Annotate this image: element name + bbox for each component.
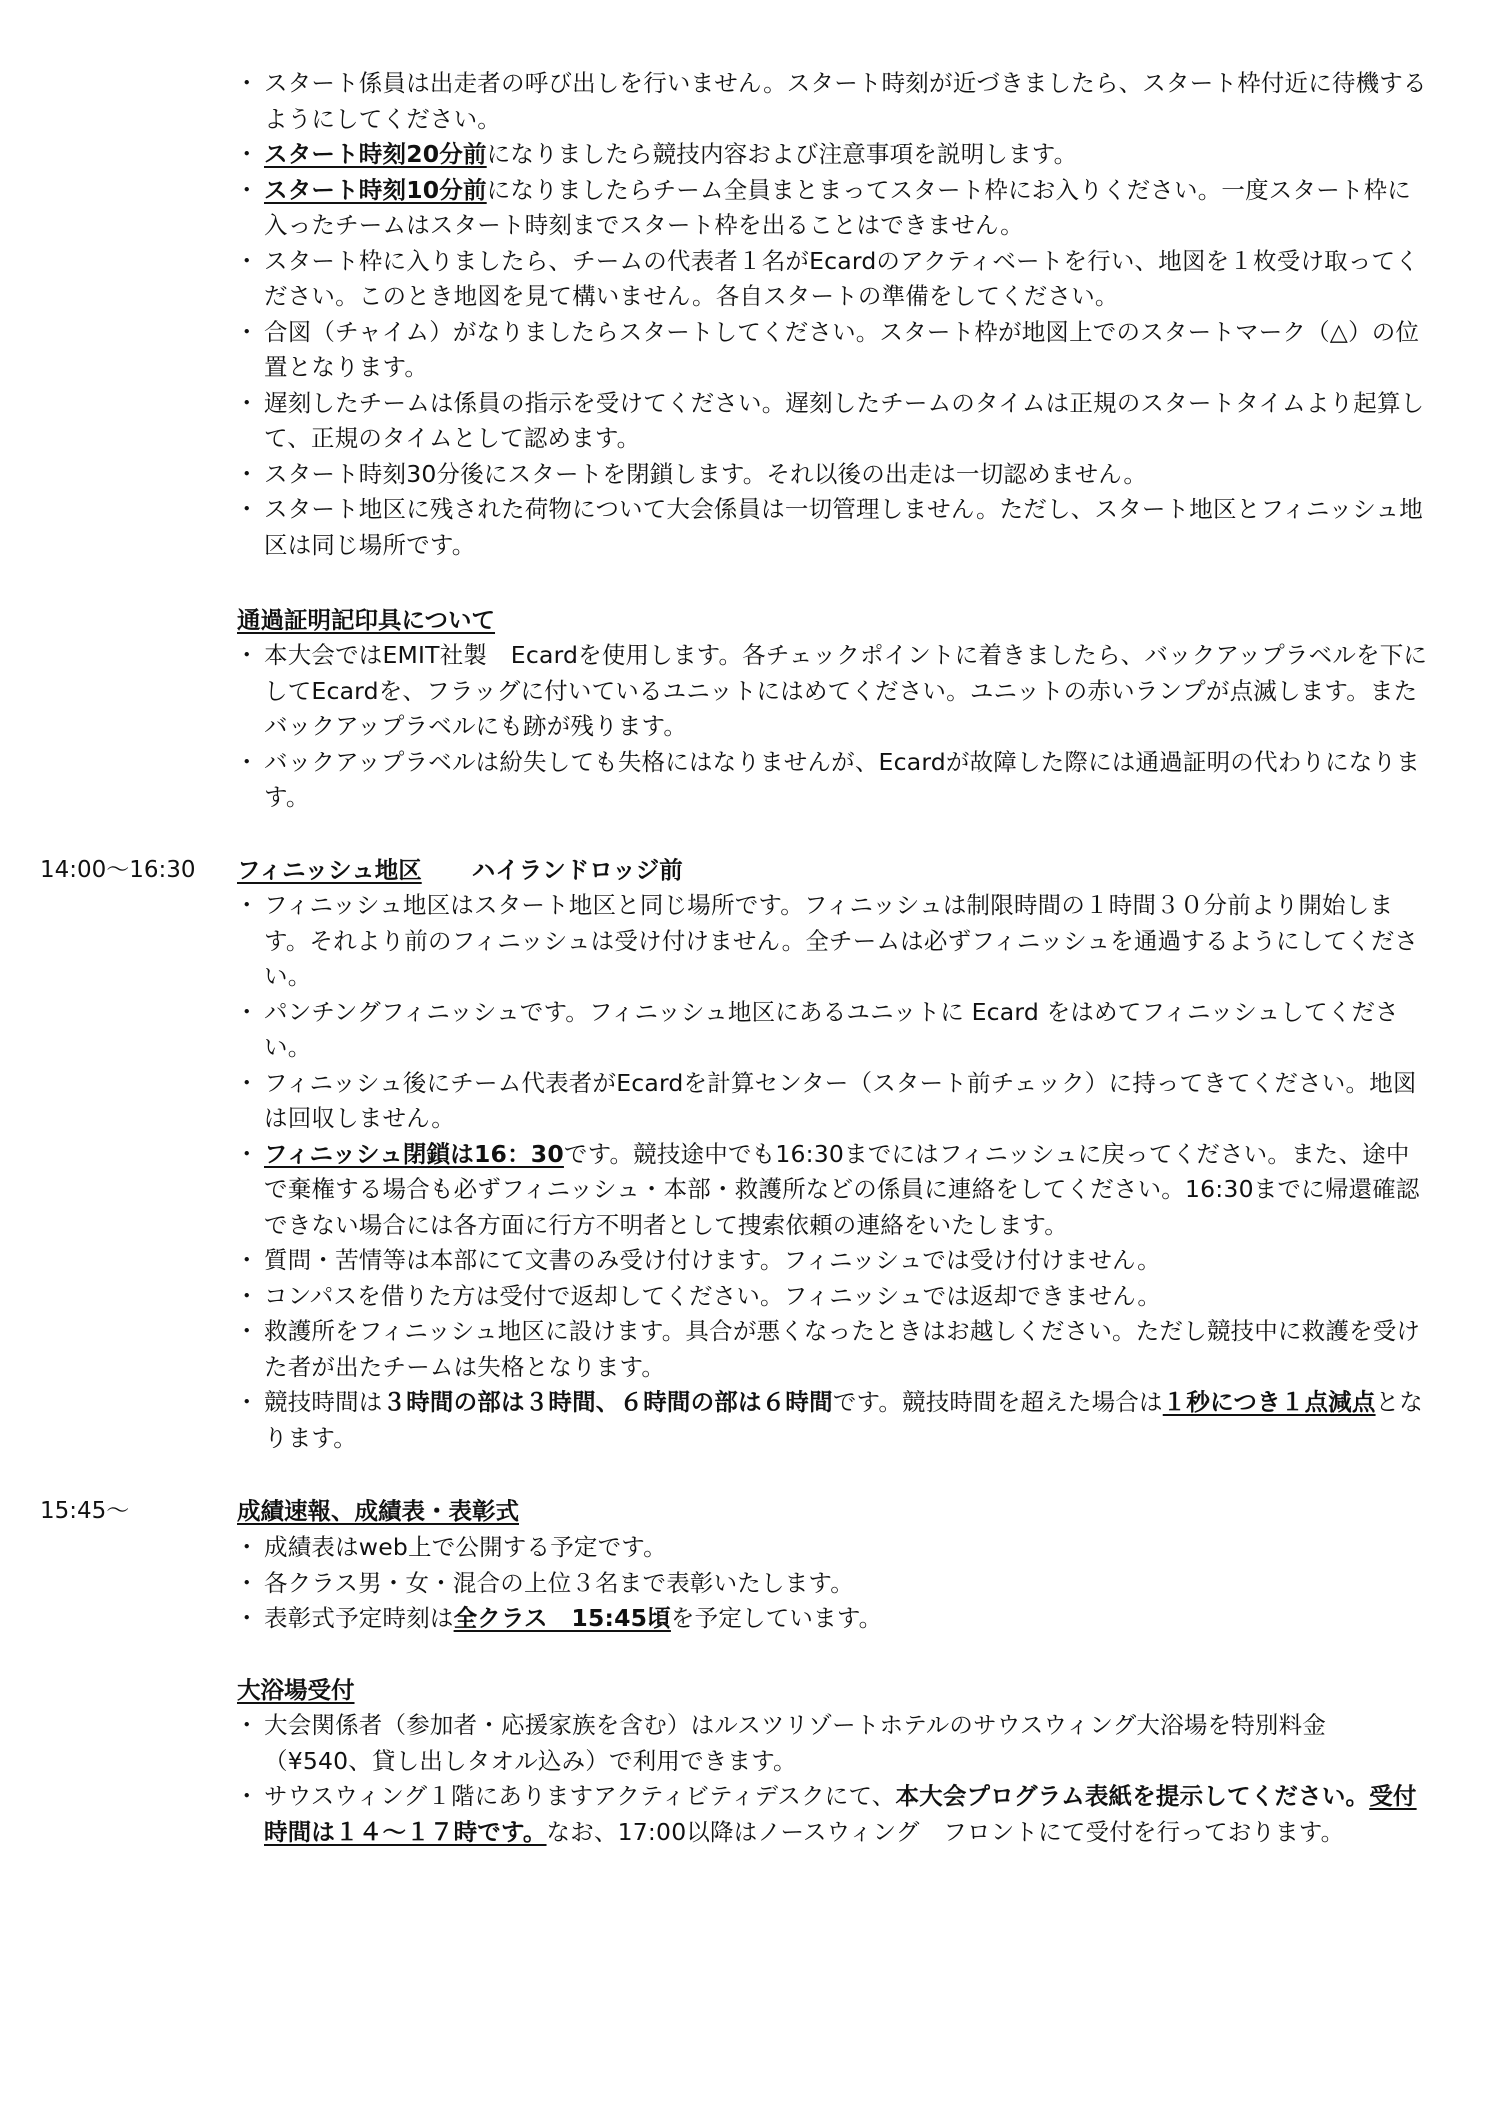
bath-info-list <box>243 1708 1428 1850</box>
item-text: フィニッシュ後にチーム代表者がEcardを計算センター（スタート前チェック）に持ってきてください。地図は回収しません。 <box>264 1068 1417 1132</box>
emphasis-text: 本大会プログラム表紙を提示してください。 <box>895 1782 1370 1810</box>
list-item <box>243 1779 1428 1850</box>
list-item <box>243 457 1428 493</box>
item-text: なお、17:00以降はノースウィング フロントにて受付を行っております。 <box>546 1817 1345 1846</box>
item-text: 競技時間は <box>264 1388 383 1416</box>
list-item <box>243 1243 1428 1279</box>
item-text: になりましたら競技内容および注意事項を説明します。 <box>486 140 1078 168</box>
heading-location: ハイランドロッジ前 <box>471 856 683 884</box>
results-list <box>243 1530 1428 1637</box>
list-item <box>243 1601 1428 1637</box>
list-item <box>243 386 1428 457</box>
emphasis-text: スタート時刻10分前 <box>264 175 487 204</box>
section-heading-finish <box>237 853 1417 889</box>
list-item <box>243 1566 1428 1602</box>
list-item <box>243 745 1428 816</box>
list-item <box>243 1385 1428 1456</box>
section-heading-results: 成績速報、成績表・表彰式 <box>237 1497 519 1525</box>
item-text: 救護所をフィニッシュ地区に設けます。具合が悪くなったときはお越しください。ただし競技中に救護を受けた者が出たチームは失格となります。 <box>264 1317 1421 1381</box>
list-item <box>243 995 1428 1066</box>
list-item <box>243 1066 1428 1137</box>
item-text: となります。 <box>264 1388 1423 1452</box>
section-heading-bath: 大浴場受付 <box>237 1676 355 1704</box>
item-text: パンチングフィニッシュです。フィニッシュ地区にあるユニットに Ecard をはめてフィニッシュしてください。 <box>264 997 1399 1061</box>
item-text: です。競技途中でも16:30までにはフィニッシュに戻ってください。また、途中で棄権する場合も必ずフィニッシュ・本部・救護所などの係員に連絡をしてください。16:30までに帰還確認できない場合には各方面に行方不明者として捜索依頼の連絡をいたします。 <box>264 1139 1420 1239</box>
emphasis-text: 受付時間は１４～１７時です。 <box>264 1782 1417 1846</box>
section-heading-punching: 通過証明記印具について <box>237 606 496 634</box>
item-text: スタート係員は出走者の呼び出しを行いません。スタート時刻が近づきましたら、スタート枠付近に待機するようにしてください。 <box>264 69 1427 133</box>
time-label-finish: 14:00～16:30 <box>40 857 196 883</box>
emphasis-text: スタート時刻20分前 <box>264 140 487 168</box>
list-item <box>243 137 1428 173</box>
item-text: になりましたらチーム全員まとまってスタート枠にお入りください。一度スタート枠に入ったチームはスタート時刻までスタート枠を出ることはできません。 <box>264 175 1412 239</box>
item-text: 成績表はweb上で公開する予定です。 <box>264 1533 667 1561</box>
list-item <box>243 244 1428 315</box>
item-text: スタート枠に入りましたら、チームの代表者１名がEcardのアクティベートを行い、地図を１枚受け取ってください。このとき地図を見て構いません。各自スタートの準備をしてください。 <box>264 246 1419 310</box>
emphasis-text: １秒につき１点減点 <box>1162 1388 1376 1416</box>
item-text: バックアップラベルは紛失しても失格にはなりませんが、Ecardが故障した際には通過証明の代わりになります。 <box>264 747 1420 811</box>
finish-rules-list <box>243 888 1428 1456</box>
emphasis-text: ３時間の部は３時間、６時間の部は６時間 <box>382 1388 833 1416</box>
list-item <box>243 888 1428 995</box>
heading-title: フィニッシュ地区 <box>237 856 422 884</box>
item-text: コンパスを借りた方は受付で返却してください。フィニッシュでは返却できません。 <box>264 1281 1162 1310</box>
item-text: スタート時刻30分後にスタートを閉鎖します。それ以後の出走は一切認めません。 <box>264 459 1148 488</box>
item-text: 本大会ではEMIT社製 Ecardを使用します。各チェックポイントに着きましたら、バックアップラベルを下にしてEcardを、フラッグに付いているユニットにはめてください。ユニットの赤いランプが点滅します。またバックアップラベルにも跡が残ります。 <box>264 641 1428 740</box>
start-rules-list <box>243 66 1428 563</box>
item-text: フィニッシュ地区はスタート地区と同じ場所です。フィニッシュは制限時間の１時間３０分前より開始します。それより前のフィニッシュは受け付けません。全チームは必ずフィニッシュを通過するようにしてください。 <box>264 891 1419 990</box>
list-item <box>243 1314 1428 1385</box>
item-text: 各クラス男・女・混合の上位３名まで表彰いたします。 <box>264 1568 854 1597</box>
list-item <box>243 173 1428 244</box>
list-item <box>243 1137 1428 1244</box>
list-item <box>243 315 1428 386</box>
item-text: 大会関係者（参加者・応援家族を含む）はルスツリゾートホテルのサウスウィング大浴場を特別料金（¥540、貸し出しタオル込み）で利用できます。 <box>264 1711 1327 1775</box>
item-text: 表彰式予定時刻は <box>264 1604 454 1632</box>
item-text: 遅刻したチームは係員の指示を受けてください。遅刻したチームのタイムは正規のスタートタイムより起算して、正規のタイムとして認めます。 <box>264 388 1425 452</box>
item-text: を予定しています。 <box>670 1604 883 1632</box>
item-text: です。競技時間を超えた場合は <box>832 1388 1163 1416</box>
item-text: 質問・苦情等は本部にて文書のみ受け付けます。フィニッシュでは受け付けません。 <box>264 1246 1161 1274</box>
punching-rules-list <box>243 638 1428 816</box>
list-item <box>243 1708 1428 1779</box>
list-item <box>243 1530 1428 1566</box>
time-label-results: 15:45～ <box>40 1498 130 1524</box>
list-item <box>243 492 1428 563</box>
emphasis-text: 全クラス 15:45頃 <box>453 1604 671 1632</box>
item-text: サウスウィング１階にありますアクティビティデスクにて、 <box>264 1782 896 1810</box>
item-text: スタート地区に残された荷物について大会係員は一切管理しません。ただし、スタート地区とフィニッシュ地区は同じ場所です。 <box>264 495 1423 559</box>
list-item <box>243 638 1428 745</box>
list-item <box>243 66 1428 137</box>
emphasis-text: フィニッシュ閉鎖は16：30 <box>264 1139 564 1168</box>
list-item <box>243 1279 1428 1315</box>
item-text: 合図（チャイム）がなりましたらスタートしてください。スタート枠が地図上でのスタートマーク（△）の位置となります。 <box>264 317 1420 381</box>
